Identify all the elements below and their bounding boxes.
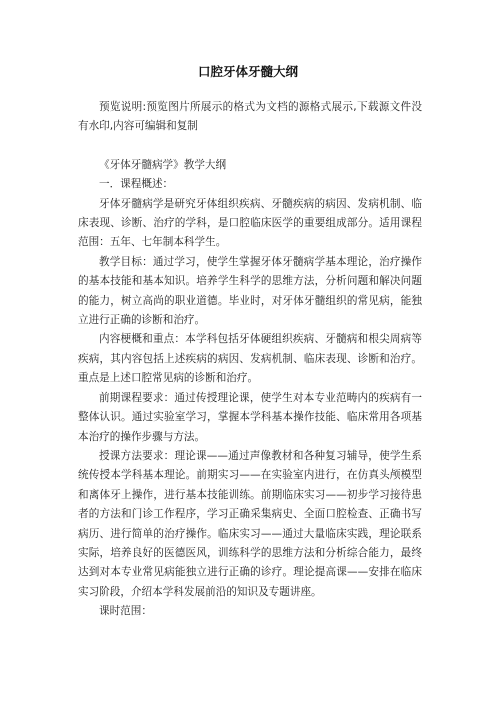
document-title: 口腔牙体牙髓大纲 bbox=[197, 64, 298, 79]
objectives-paragraph: 教学目标：通过学习，使学生掌握牙体牙髓病学基本理论，治疗操作的基本技能和基本知识。培养学生科学的思维方法，分析问题和解决问题的能力，树立高尚的职业道德。毕业时，对牙体牙髓组织的常见病，能独立进行正确的诊断和治疗。 bbox=[78, 255, 422, 327]
preview-note: 预览说明:预览图片所展示的格式为文档的源格式展示,下载源文件没有水印,内容可编辑和复制 bbox=[78, 101, 422, 133]
document-body bbox=[78, 98, 422, 622]
prerequisites-paragraph: 前期课程要求：通过传授理论课，使学生对本专业范畴内的疾病有一整体认识。通过实验室学习，掌握本学科基本操作技能、临床常用各项基本治疗的操作步骤与方法。 bbox=[78, 391, 422, 443]
content-summary-paragraph: 内容梗概和重点：本学科包括牙体硬组织疾病、牙髓病和根尖周病等疾病，其内容包括上述疾病的病因、发病机制、临床表现、诊断和治疗。重点是上述口腔常见病的诊断和治疗。 bbox=[78, 333, 422, 385]
hours-scope-line: 课时范围： bbox=[99, 605, 152, 618]
overview-paragraph: 牙体牙髓病学是研究牙体组织疾病、牙髓疾病的病因、发病机制、临床表现、诊断、治疗的学科，是口腔临床医学的重要组成部分。适用课程范围：五年、七年制本科学生。 bbox=[78, 197, 422, 249]
course-title: 《牙体牙髓病学》教学大纲 bbox=[99, 158, 227, 171]
teaching-methods-paragraph: 授课方法要求：理论课——通过声像教材和各种复习辅导，使学生系统传授本学科基本理论。前期实习——在实验室内进行，在仿真头颅模型和离体牙上操作，进行基本技能训练。前期临床实习——初步学习接待患者的方法和门诊工作程序，学习正确采集病史、全面口腔检查、正确书写病历、进行简单的治疗操作。临床实习——通过大量临床实践，理论联系实际，培养良好的医德医风，训练科学的思维方法和分析综合能力，最终达到对本专业常见病能独立进行正确的诊疗。理论提高课——安排在临床实习阶段，介绍本学科发展前沿的知识及专题讲座。 bbox=[78, 449, 422, 598]
section-heading: 一．课程概述： bbox=[99, 178, 174, 191]
